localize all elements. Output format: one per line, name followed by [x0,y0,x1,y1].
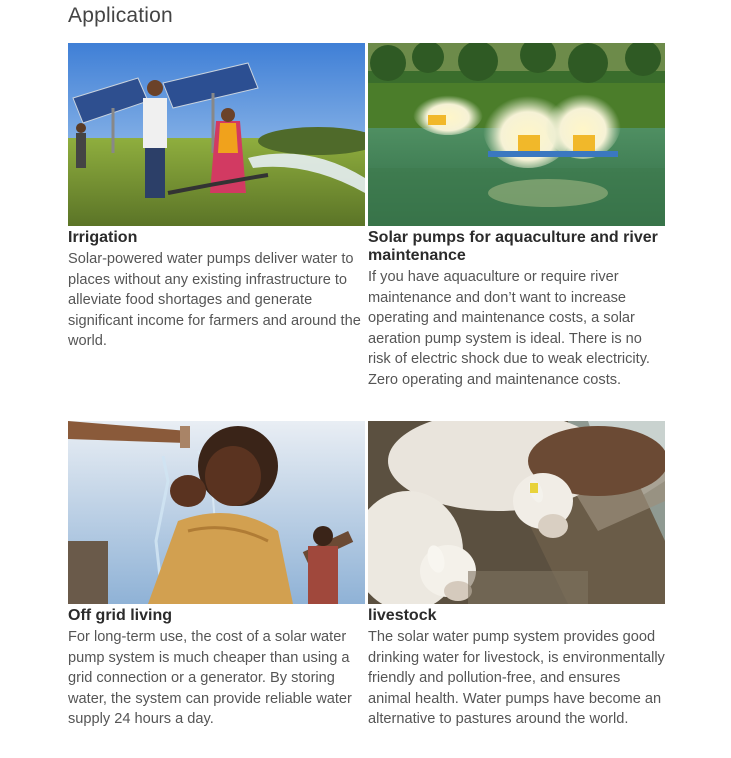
application-card-irrigation [68,43,365,352]
section-title: Application [68,4,173,27]
card-description: For long-term use, the cost of a solar water pump system is much cheaper than using a grid connection or a generator. By storing water, the system can provide reliable water supply 24 hours a day. [68,629,352,728]
card-title: Solar pumps for aquaculture and river maintenance [368,229,658,264]
card-description: If you have aquaculture or require river maintenance and don’t want to increase operating and maintenance costs, a solar aeration pump system is ideal. There is no risk of electric shock due to weak electricity. Zero operating and maintenance costs. [368,269,650,388]
card-description: Solar-powered water pumps deliver water to places without any existing infrastructure to alleviate food shortages and generate significant income for farmers and around the world. [68,251,361,350]
card-description: The solar water pump system provides good drinking water for livestock, is environmentally friendly and pollution-free, and ensures animal health. Water pumps have become an alternative to pastures around the world. [368,629,665,728]
livestock-photo [368,421,665,604]
application-card-aquaculture [368,43,665,391]
aquaculture-photo [368,43,665,226]
application-card-livestock [368,421,665,730]
card-title: livestock [368,607,437,624]
card-title: Off grid living [68,607,172,624]
card-title: Irrigation [68,229,138,246]
irrigation-photo [68,43,365,226]
off-grid-photo [68,421,365,604]
application-card-off-grid [68,421,365,730]
